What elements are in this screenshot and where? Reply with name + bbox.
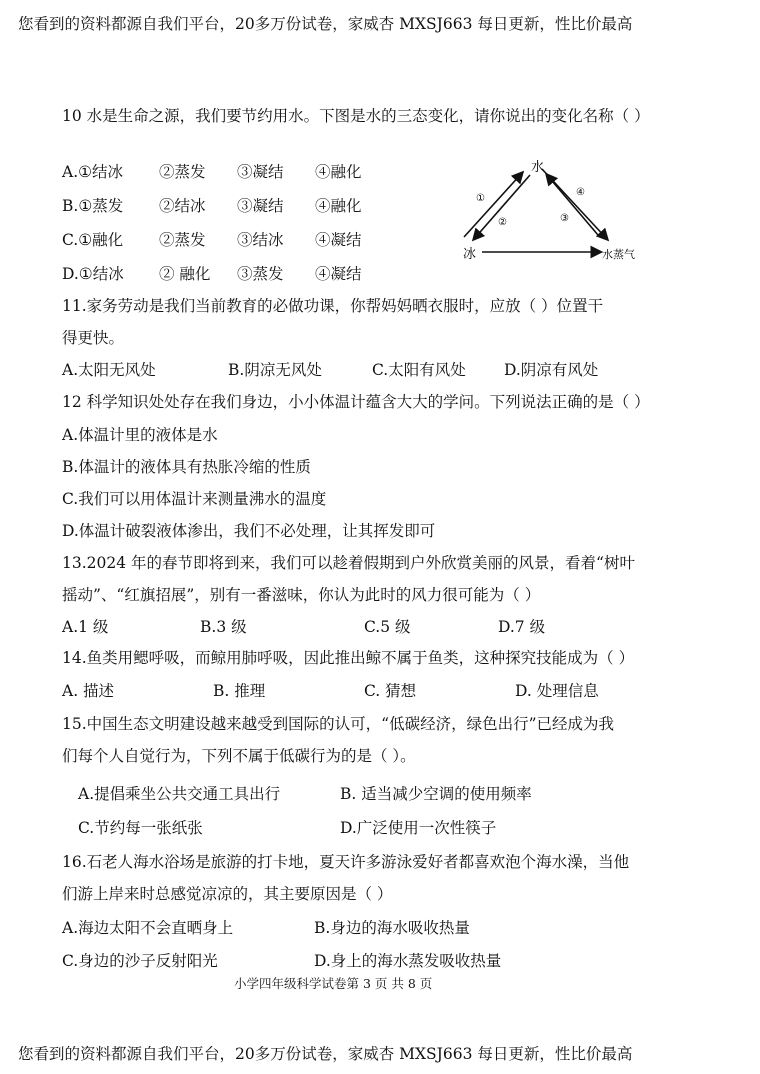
q10-option-c [62,230,362,250]
q15-b: B. 适当减少空调的使用频率 [340,785,532,803]
q10-c-2: ②蒸发 [159,231,206,249]
q13-b: B.3 级 [200,618,247,636]
q11-stem-2: 得更快。 [62,329,125,347]
q16-c: C.身边的沙子反射阳光 [62,952,218,970]
q11-options [62,360,598,380]
q11-d: D.阴凉有风处 [504,361,599,379]
q13-d: D.7 级 [498,618,546,636]
q13-stem-1: 13.2024 年的春节即将到来，我们可以趁着假期到户外欣赏美丽的风景，看着“树叶 [62,554,635,572]
q13-c: C.5 级 [364,618,411,636]
q10-b-1: B.①蒸发 [62,197,124,215]
q15-a: A.提倡乘坐公共交通工具出行 [78,785,281,803]
q15-c: C.节约每一张纸张 [78,819,203,837]
q15-d: D.广泛使用一次性筷子 [340,819,497,837]
q10-b-2: ②结冰 [159,197,206,215]
q10-a-2: ②蒸发 [159,163,206,181]
q15-options-row-1 [78,784,532,804]
q12-a: A.体温计里的液体是水 [62,426,218,444]
node-water: 水 [531,160,545,175]
q14-options [62,681,599,701]
q16-options-row-1 [62,918,470,938]
q16-d: D.身上的海水蒸发吸收热量 [314,952,502,970]
q16-options-row-2 [62,951,501,971]
water-state-diagram [452,155,652,265]
q10-c-4: ④凝结 [315,231,362,249]
q13-a: A.1 级 [62,618,109,636]
q11-b: B.阴凉无风处 [228,361,322,379]
q10-d-2: ② 融化 [159,265,211,283]
q10-c-3: ③结冰 [237,231,284,249]
q12-d: D.体温计破裂液体渗出，我们不必处理，让其挥发即可 [62,522,436,540]
label-3: ③ [560,213,569,224]
node-vapor: 水蒸气 [602,248,635,261]
banner-bottom: 您看到的资料都源自我们平台，20多万份试卷，家威杏 MXSJ663 每日更新，性比价最高 [18,1045,633,1063]
q10-a-1: A.①结冰 [62,163,124,181]
q13-stem-2: 摇动”、“红旗招展”，别有一番滋味，你认为此时的风力很可能为（ ） [62,586,541,604]
label-1: ① [476,193,485,204]
q10-option-a [62,162,362,182]
q10-option-b [62,196,362,216]
q15-stem-2: 们每个人自觉行为，下列不属于低碳行为的是（ ）。 [62,747,416,765]
q15-stem-1: 15.中国生态文明建设越来越受到国际的认可，“低碳经济，绿色出行”已经成为我 [62,715,615,733]
q10-option-d [62,264,362,284]
q11-a: A.太阳无风处 [62,361,156,379]
q10-stem: 10 水是生命之源，我们要节约用水。下图是水的三态变化，请你说出的变化名称（ ） [62,107,650,125]
label-2: ② [498,217,507,228]
q11-stem-1: 11.家务劳动是我们当前教育的必做功课，你帮妈妈晒衣服时，应放（ ）位置干 [62,297,604,315]
q14-stem: 14.鱼类用鳃呼吸，而鲸用肺呼吸，因此推出鲸不属于鱼类，这种探究技能成为（ ） [62,649,635,667]
node-ice: 冰 [463,247,477,262]
arrow-1 [464,173,522,237]
q14-b: B. 推理 [213,682,266,700]
q11-c: C.太阳有风处 [372,361,466,379]
label-4: ④ [576,187,585,198]
q10-d-1: D.①结冰 [62,265,124,283]
banner-top: 您看到的资料都源自我们平台，20多万份试卷，家威杏 MXSJ663 每日更新，性比价最高 [18,15,633,33]
q10-c-1: C.①融化 [62,231,124,249]
q16-stem-2: 们游上岸来时总感觉凉凉的，其主要原因是（ ） [62,885,393,903]
page-footer: 小学四年级科学试卷第 3 页 共 8 页 [234,976,433,991]
q10-d-4: ④凝结 [315,265,362,283]
q14-d: D. 处理信息 [515,682,599,700]
arrow-4 [542,169,607,239]
q16-b: B.身边的海水吸收热量 [314,919,470,937]
q12-b: B.体温计的液体具有热胀冷缩的性质 [62,458,311,476]
arrow-3 [547,175,598,235]
q13-options [62,617,545,637]
q15-options-row-2 [78,818,496,838]
q14-c: C. 猜想 [364,682,417,700]
q12-stem: 12 科学知识处处存在我们身边，小小体温计蕴含大大的学问。下列说法正确的是（ ） [62,393,650,411]
q14-a: A. 描述 [62,682,115,700]
q10-a-3: ③凝结 [237,163,284,181]
q10-b-3: ③凝结 [237,197,284,215]
q10-a-4: ④融化 [315,163,362,181]
arrow-2 [474,175,530,239]
q16-stem-1: 16.石老人海水浴场是旅游的打卡地，夏天许多游泳爱好者都喜欢泡个海水澡，当他 [62,853,630,871]
q16-a: A.海边太阳不会直晒身上 [62,919,234,937]
q12-c: C.我们可以用体温计来测量沸水的温度 [62,490,327,508]
q10-d-3: ③蒸发 [237,265,284,283]
q10-b-4: ④融化 [315,197,362,215]
